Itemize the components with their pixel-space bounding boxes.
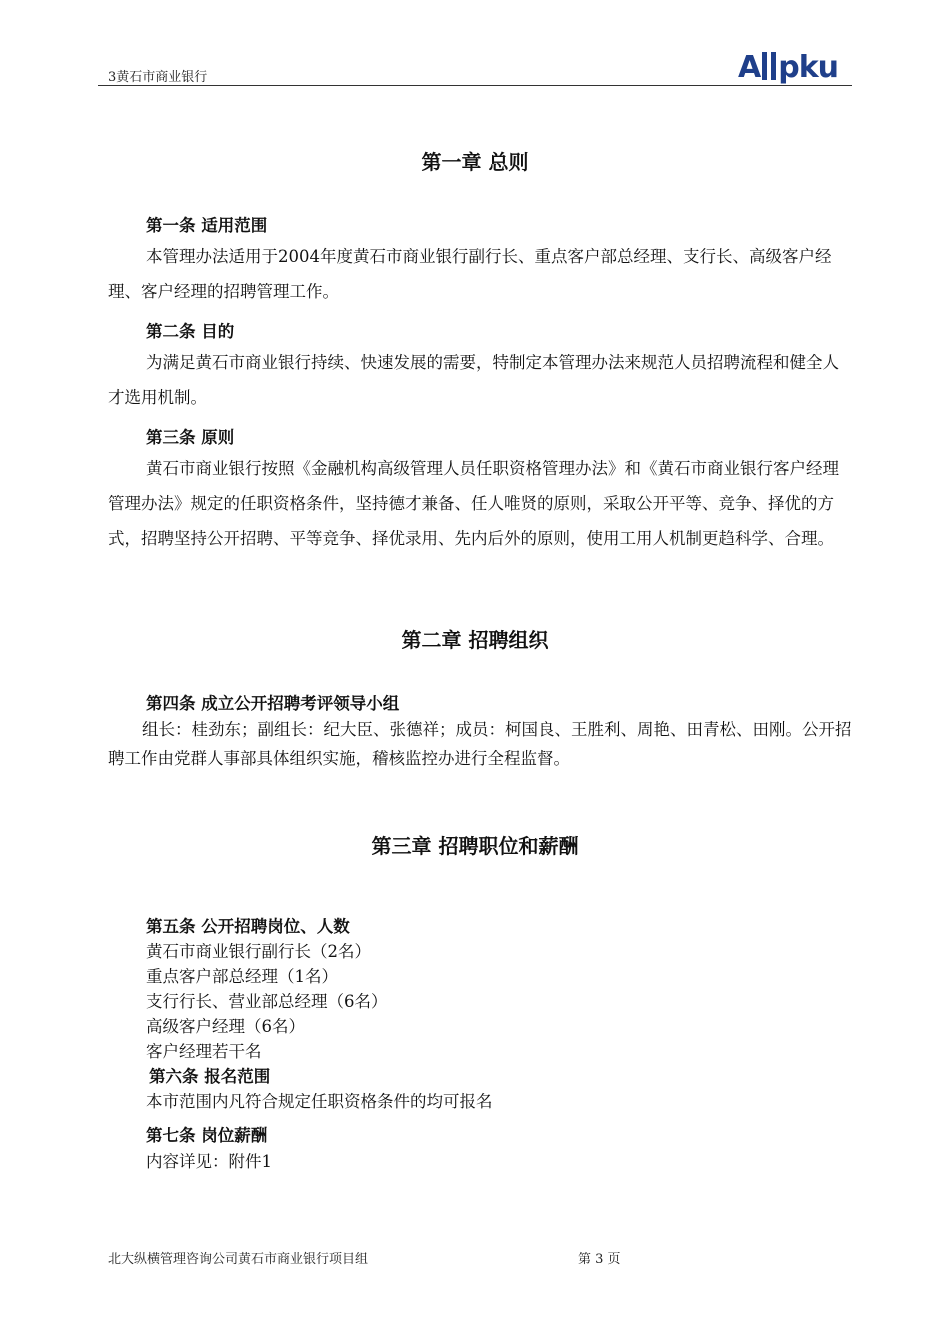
article-5-title: 第五条 公开招聘岗位、人数 <box>146 917 350 936</box>
position-item: 高级客户经理（6名） <box>146 1017 305 1036</box>
position-item: 黄石市商业银行副行长（2名） <box>146 942 371 961</box>
article-1-title: 第一条 适用范围 <box>146 216 268 235</box>
article-3-text: 黄石市商业银行按照《金融机构高级管理人员任职资格管理办法》和《黄石市商业银行客户经理管理办法》规定的任职资格条件，坚持德才兼备、任人唯贤的原则，采取公开平等、竞争、择优的方式，招聘坚持公开招聘、平等竞争、择优录用、先内后外的原则，使用工用人机制更趋科学、合理。 <box>108 459 839 548</box>
logo-letters: pku <box>778 50 839 85</box>
logo-letter-a: A <box>738 50 761 85</box>
article-2-text: 为满足黄石市商业银行持续、快速发展的需要，特制定本管理办法来规范人员招聘流程和健全人才选用机制。 <box>108 353 839 407</box>
logo-bar-icon <box>762 52 767 80</box>
company-logo <box>738 50 838 85</box>
chapter-2-title: 第二章 招聘组织 <box>401 628 549 652</box>
footer-company: 北大纵横管理咨询公司黄石市商业银行项目组 <box>108 1252 369 1267</box>
position-item: 客户经理若干名 <box>146 1042 262 1061</box>
header-title: 3黄石市商业银行 <box>108 70 208 85</box>
article-6-title: 第六条 报名范围 <box>149 1067 271 1086</box>
article-2-title: 第二条 目的 <box>146 322 235 341</box>
article-7-text: 内容详见：附件1 <box>146 1152 272 1171</box>
header-divider <box>98 85 852 86</box>
article-3-title: 第三条 原则 <box>146 428 235 447</box>
logo-bar-icon <box>771 52 776 80</box>
article-1-text: 本管理办法适用于2004年度黄石市商业银行副行长、重点客户部总经理、支行长、高级客户经理、客户经理的招聘管理工作。 <box>108 247 832 301</box>
position-item: 支行行长、营业部总经理（6名） <box>146 992 388 1011</box>
article-7-title: 第七条 岗位薪酬 <box>146 1126 268 1145</box>
article-4-title: 第四条 成立公开招聘考评领导小组 <box>146 694 400 713</box>
position-item: 重点客户部总经理（1名） <box>146 967 338 986</box>
chapter-1-title: 第一章 总则 <box>421 150 529 174</box>
chapter-3-title: 第三章 招聘职位和薪酬 <box>371 834 579 858</box>
article-4-text: 组长：桂劲东；副组长：纪大臣、张德祥；成员：柯国良、王胜利、周艳、田青松、田刚。公开招聘工作由党群人事部具体组织实施，稽核监控办进行全程监督。 <box>108 720 852 768</box>
footer-page-number: 第 3 页 <box>578 1252 621 1267</box>
article-6-text: 本市范围内凡符合规定任职资格条件的均可报名 <box>146 1092 493 1111</box>
